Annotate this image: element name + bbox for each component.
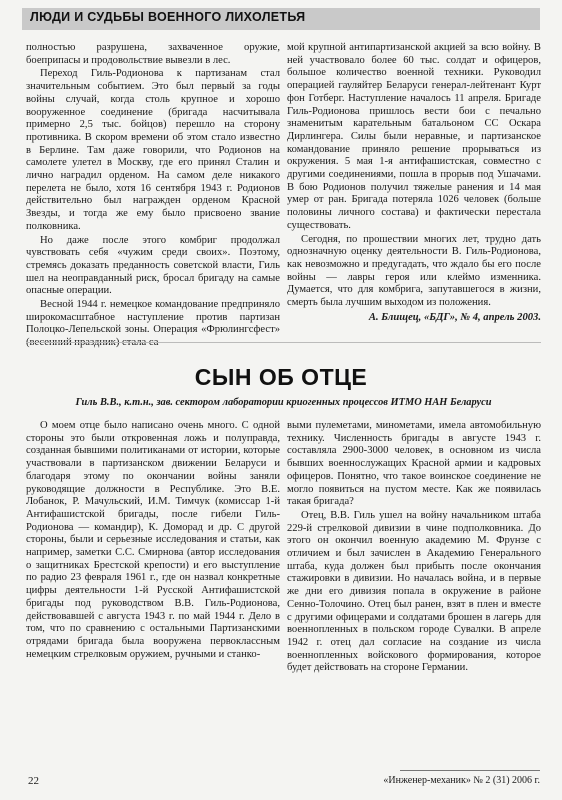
article-author: Гиль В.В., к.т.н., зав. сектором лаборатории криогенных процессов ИТМО НАН Беларуси bbox=[75, 397, 492, 408]
bottom-left-column bbox=[26, 420, 280, 661]
section-divider bbox=[26, 342, 541, 343]
top-left-column bbox=[26, 42, 280, 350]
paragraph: Сегодня, по прошествии многих лет, трудно дать однозначную оценку деятельности В. Гиль-Родионова, как невозможно и предугадать, что ждало бы его после войны — лавры героя или клеймо изменника. Думается, что для комбрига, запутавшегося в жизни, смерть была лучшим выходом из положения. bbox=[287, 233, 541, 309]
source-signature: А. Блищец, «БДГ», № 4, апрель 2003. bbox=[368, 311, 541, 323]
paragraph: Переход Гиль-Родионова к партизанам стал значительным событием. Это был первый за годы войны случай, когда столь крупное и хорошо вооруженное соединение (бригада насчитывала примерно 2,5 тыс. бойцов) перешло на сторону противника. В скором времени об этом стало известно в Берлине. Там даже говорили, что Родионов на самолете улетел в Москву, где его принял Сталин и лично наградил орденом. На самом деле никакого перелета не было, хотя 16 сентября 1943 г. Родионов действительно был награжден орденом Красной Звезды, и тогда же ему было присвоено звание полковника. bbox=[26, 68, 280, 232]
paragraph: О моем отце было написано очень много. С одной стороны это были откровенная ложь и полуправда, созданная бывшими политиканами от истории, которые участвовали в партизанском движении Беларуси и благодаря этому по окончании войны заняли руководящие должности в Республике. Это В.Е. Лобанок, Р. Мачульский, И.М. Тимчук (комиссар 1-й Антифашистской бригады, после гибели Гиль-Родионова — командир), К. Доморад и др. С другой стороны, были и серьезные исследования и статьи, как например, заметки С.С. Смирнова (автор исследования о защитниках Брестской крепости) и его выступление по радио 23 февраля 1961 г., где он назвал конкретные цифры деятельности 1-й Русской Антифашистской бригады под руководством В.В. Гиль-Родионова, действовавшей с августа 1943 г. по май 1944 г. Дело в том, что по сравнению с остальными Партизанскими отрядами бригада была вооружена первоклассным немецким стрелковым оружием, ручными и станко- bbox=[26, 420, 280, 660]
paragraph: выми пулеметами, минометами, имела автомобильную технику. Численность бригады в августе 1943 г. составляла 2900-3000 человек, в основном из числа бывших военнослужащих Красной армии и кадровых офицеров. Понятно, что такое воинское соединение не могло появиться на пустом месте. Как же появилась такая бригада? bbox=[287, 420, 541, 508]
paragraph: мой крупной антипартизанской акцией за всю войну. В ней участвовало более 60 тыс. солдат и офицеров, большое количество военной техники. Руководил операцией гауляйтер Беларуси генерал-лейтенант Курт фон Готберг. Наступление началось 11 апреля. Бригаде Гиль-Родионова пришлось вести бои с печально знаменитым карательным батальоном СС Оскара Дирлингера. Силы были неравные, и партизанское командование приняло решение прорываться из окружения. 5 мая 1-я антифашистская, совместно с другими соединениями, пошла в прорыв под Ушачами. В бою Родионов получил тяжелые ранения и 14 мая умер от ран. Бригада потеряла 1026 человек (больше половины личного состава) и фактически перестала существовать. bbox=[287, 42, 541, 231]
paragraph: Весной 1944 г. немецкое командование предприняло широкомасштабное наступление против партизан Полоцко-Лепельской зоны. Операция «Фрюлингсфест» bbox=[26, 299, 280, 336]
bottom-right-column bbox=[287, 420, 541, 675]
paragraph: Но даже после этого комбриг продолжал чувствовать себя «чужим среди своих». Поэтому, стремясь доказать преданность советской власти, Гиль шел на неоправданный риск, бросал бригаду на самые опасные операции. bbox=[26, 234, 280, 297]
paragraph: полностью разрушена, захваченное оружие, боеприпасы и продовольствие вывезли в лес. bbox=[26, 42, 280, 66]
article-title: СЫН ОБ ОТЦЕ bbox=[194, 364, 368, 390]
footer-divider bbox=[400, 770, 540, 771]
page-number: 22 bbox=[28, 775, 39, 787]
top-right-column bbox=[287, 42, 541, 324]
section-header-title: ЛЮДИ И СУДЬБЫ ВОЕННОГО ЛИХОЛЕТЬЯ bbox=[30, 10, 306, 24]
paragraph: Отец, В.В. Гиль ушел на войну начальником штаба 229-й стрелковой дивизии в чине подполковника. До этого он окончил военную академию М. Фрунзе с отличием и был зачислен в Академию Генерального штаба, куда должен был прибыть после окончания стажировки в дивизии. Но началась война, и в первые же дни его дивизия попала в окружение в районе Сенно-Толочино. Отец был ранен, взят в плен и вместе с другими офицерами и солдатами брошен в лагерь для военнопленных в польском городе Сувалки. В апреле 1942 г. отец дал согласие на создание из числа военнопленных войскового формирования, которое будет действовать на стороне Германии. bbox=[287, 509, 541, 674]
journal-reference: «Инженер-механик» № 2 (31) 2006 г. bbox=[383, 775, 540, 786]
